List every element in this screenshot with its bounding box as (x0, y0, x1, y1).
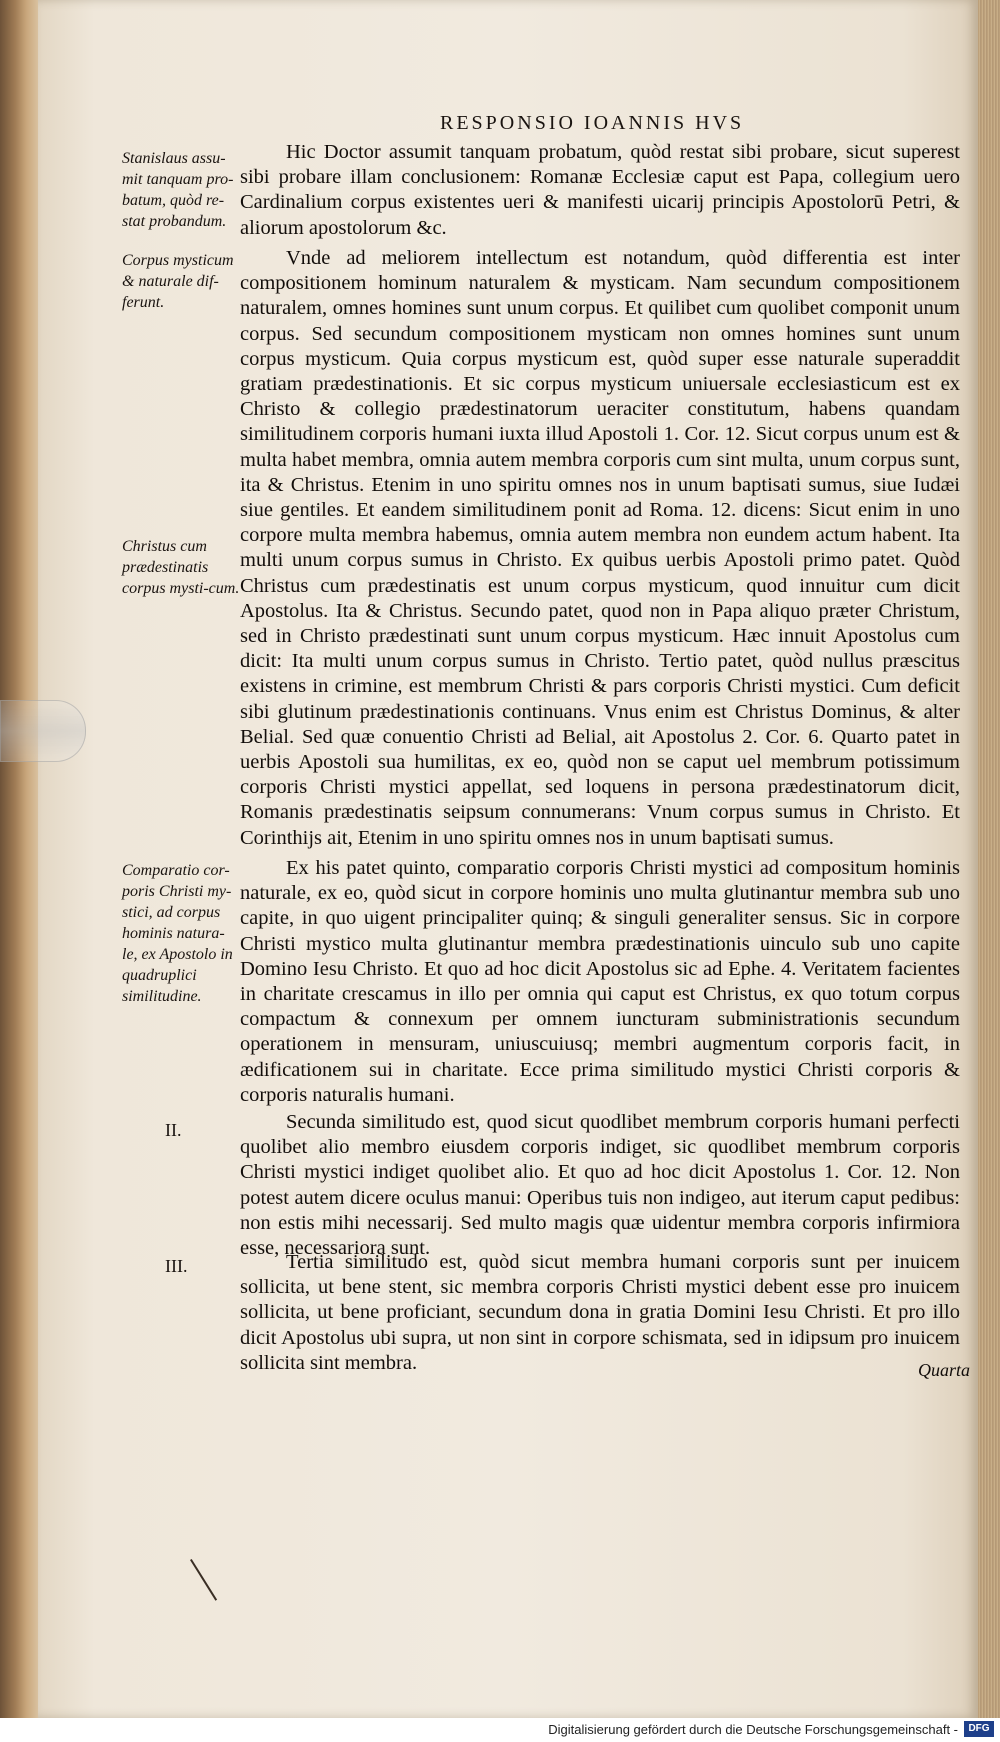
marginal-note-2: Corpus mysticum & naturale dif-ferunt. (122, 252, 234, 311)
page-clip (0, 700, 86, 762)
catchword: Quarta (918, 1360, 971, 1380)
paragraph-5: Tertia similitudo est, quòd sicut membra humani corporis sunt per inuicem sollicita, ut bene stent, sic membra corporis Christi mystici debent esse pro inuicem sollicita, ut bene proficiant, secundum dona in gratia Domini Iesu Christi. Et pro illo dicit Apostolus ubi supra, ut non sint in corpore schismata, sed in idipsum pro inuicem sollicita sint membra. (240, 1251, 960, 1374)
footer-credit: Digitalisierung gefördert durch die Deutsche Forschungsgemeinschaft - (548, 1722, 958, 1737)
marginal-note-3: Christus cum prædestinatis corpus mysti-cum. (122, 538, 240, 597)
section-number-2: II. (165, 1120, 182, 1140)
paragraph-4: Secunda similitudo est, quod sicut quodlibet membrum corporis humani perfecti quolibet alio membro eiusdem corporis indiget, sic quodlibet membrum corporis Christi mystici indiget quolibet alio. Et quo ad hoc dicit Apostolus 1. Cor. 12. Non potest autem dicere oculus manui: Operibus tuis non indigeo, aut iterum caput pedibus: non estis mihi necessarij. Sed multo magis quæ uidentur membra corporis infirmiora esse, necessariora sunt. (240, 1111, 960, 1260)
paragraph-1: Hic Doctor assumit tanquam probatum, quòd restat sibi probare, sicut superest sibi probare illam conclusionem: Romanæ Ecclesiæ caput est Papa, collegium uero Cardinalium corpus existentes ueri & manifesti uicarij principis Apostolorū Petri, & aliorum apostolorum &c. (240, 141, 960, 239)
paragraph-3: Ex his patet quinto, comparatio corporis Christi mystici ad compositum hominis naturale, ex eo, quòd sicut in corpore hominis uno multa glutinantur membra sub uno capite, in quo uigent principaliter quinq; & singuli generaliter sensus. Sic in corpore Christi mystico multa glutinantur membra prædestinationis uinculo sub uno capite Domino Iesu Christo. Et quo ad hoc dicit Apostolus sic ad Ephe. 4. Veritatem facientes in charitate crescamus in illo per omnia qui caput est Christus, ex quo totum corpus compactum & connexum per omnem iuncturam subministrationis secundum operationem in mensuram, uniuscuiusq; membri augmentum corporis facit, in ædificationem sui in charitate. Ecce prima similitudo mystici Christi corporis & corporis naturalis humani. (240, 857, 960, 1106)
running-head: RESPONSIO IOANNIS HVS (440, 112, 745, 134)
marginal-note-1: Stanislaus assu-mit tanquam pro-batum, quòd re-stat probandum. (122, 150, 234, 230)
paragraph-2: Vnde ad meliorem intellectum est notandum, quòd differentia est inter compositionem hominum naturalem & mysticam. Nam secundum compositionem naturalem, omnes homines sunt unum corpus. Et quilibet cum quolibet componit unum corpus. Sed secundum compositionem mysticam non omnes homines sunt unum corpus mysticum. Quia corpus mysticum est, quòd super esse naturale superaddit gratiam prædestinationis. Et sic corpus mysticum uniuersale ecclesiasticum est ex Christo & collegio prædestinatorum ueraciter constitutum, habens quandam similitudinem corporis humani iuxta illud Apostoli 1. Cor. 12. Sicut corpus unum est & multa habet membra, omnia autem membra corporis cum sint multa, unum corpus sunt, ita & Christus. Etenim in uno spiritu omnes nos in unum baptisati sumus, siue Iudæi siue gentiles. Et eandem similitudinem ponit ad Roma. 12. dicens: Sicut enim in uno corpore multa membra habemus, omnia autem membra non eundem actum habent. Ita multi unum corpus sumus in Christo. Ex quibus uerbis Apostoli primo patet. Quòd Christus cum prædestinatis est unum corpus mysticum, quod innuitur cum dicit Apostolus. Ita & Christus. Secundo patet, quod non in Papa aliquo præter Christum, sed in Christo prædestinati sunt unum corpus mysticum. Hæc innuit Apostolus cum dicit: Ita multi unum corpus sumus in Christo. Tertio patet, quòd nullus præscitus existens in crimine, est membrum Christi & pars corporis Christi mystici. Cum deficit sibi glutinum prædestinationis continuans. Vnus enim est Christus Dominus, & alter Belial. Sed quæ conuentio Christi ad Belial, ait Apostolus 2. Cor. 6. Quarto patet in uerbis Apostoli sua humilitas, ex eo, quòd non se caput uel membrum potissimum corporis Christi mystici appellat, sed loquens in persona prædestinatorum dicit, Romanis prædestinatis seipsum connumerans: Vnum corpus sumus in Christo. Et Corinthijs ait, Etenim in uno spiritu omnes nos in unum baptisati sumus. (240, 247, 960, 849)
section-number-3: III. (165, 1256, 188, 1276)
book-binding (0, 0, 38, 1742)
dfg-logo: DFG (964, 1721, 994, 1737)
page-edges (978, 0, 1000, 1718)
marginal-note-4: Comparatio cor-poris Christi my-stici, ad corpus hominis natura-le, ex Apostolo in quadruplici similitudine. (122, 862, 233, 1005)
footer-bar (0, 1718, 1000, 1742)
